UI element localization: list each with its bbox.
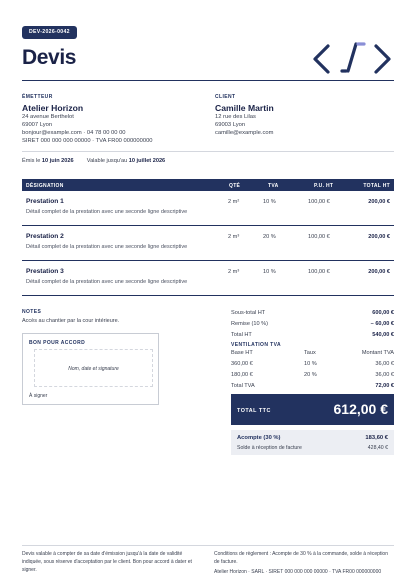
subtotal-label: Sous-total HT — [231, 310, 266, 316]
dates-line — [22, 158, 165, 164]
subtotal-row — [231, 310, 394, 316]
discount-row — [231, 321, 394, 327]
client-label: CLIENT — [215, 94, 236, 100]
client-name: Camille Martin — [215, 103, 274, 113]
client-address-1: 12 rue des Lilas — [215, 114, 256, 120]
footer-terms — [214, 551, 394, 576]
vat-col-amount: Montant TVA — [361, 350, 394, 356]
signature-area[interactable]: Nom, date et signature — [34, 349, 153, 387]
issuer-name: Atelier Horizon — [22, 103, 84, 113]
document-reference-badge: DEV-2026-0042 — [22, 26, 77, 39]
footer-validity: Devis valable à compter de sa date d'émission jusqu'à la date de validité indiquée, sous réserve d'acceptation par le client. Bon pour accord à dater et signer. — [22, 551, 192, 573]
item-total: 200,00 € — [368, 269, 390, 275]
vat-col-base: Base HT — [231, 350, 253, 356]
footer-divider — [22, 545, 394, 546]
client-email: camille@example.com — [215, 130, 274, 137]
total-ht-value: 540,00 € — [372, 332, 394, 338]
line-items-table — [22, 179, 394, 296]
item-vat: 10 % — [263, 269, 276, 275]
item-description: Détail complet de la prestation avec une seconde ligne descriptive — [26, 279, 188, 285]
subtotal-value: 600,00 € — [372, 310, 394, 316]
item-qty: 2 m² — [228, 199, 240, 205]
document-title: Devis — [22, 46, 77, 69]
total-ht-label: Total HT — [231, 332, 252, 338]
notes-label: NOTES — [22, 309, 42, 315]
vat-rate: 10 % — [304, 361, 317, 367]
item-title: Prestation 2 — [26, 233, 64, 240]
vat-breakdown-label: VENTILATION TVA — [231, 342, 281, 348]
signature-box[interactable] — [22, 333, 159, 405]
table-row — [22, 191, 394, 226]
balance-label: Solde à réception de facture — [237, 445, 302, 451]
vat-rate: 20 % — [304, 372, 317, 378]
item-unit-price: 100,00 € — [308, 269, 330, 275]
vat-row — [231, 372, 394, 378]
valid-label: Valable jusqu'au — [86, 158, 128, 164]
item-vat: 10 % — [263, 199, 276, 205]
item-description: Détail complet de la prestation avec une seconde ligne descriptive — [26, 209, 188, 215]
issuer-address-1: 24 avenue Berthelot — [22, 114, 74, 120]
deposit-label: Acompte (30 %) — [237, 435, 281, 441]
col-designation: DÉSIGNATION — [26, 182, 64, 189]
table-header — [22, 179, 394, 191]
issuer-block — [22, 94, 153, 145]
item-unit-price: 100,00 € — [308, 234, 330, 240]
signature-status: À signer — [29, 393, 48, 399]
client-address-2: 69003 Lyon — [215, 122, 246, 129]
discount-value: – 60,00 € — [370, 321, 394, 327]
vat-row — [231, 361, 394, 367]
header-divider — [22, 80, 394, 81]
col-total: TOTAL HT — [363, 182, 390, 189]
client-block — [215, 94, 274, 137]
item-unit-price: 100,00 € — [308, 199, 330, 205]
item-description: Détail complet de la prestation avec une seconde ligne descriptive — [26, 244, 188, 250]
col-unit-price: P.U. HT — [314, 182, 334, 189]
issued-label: Émis le — [22, 158, 41, 164]
total-vat-label: Total TVA — [231, 383, 255, 389]
item-qty: 2 m³ — [228, 234, 240, 240]
deposit-box — [231, 430, 394, 455]
issuer-address-2: 69007 Lyon — [22, 122, 53, 129]
total-ttc-box — [231, 394, 394, 425]
item-total: 200,00 € — [368, 199, 390, 205]
discount-label: Remise (10 %) — [231, 321, 268, 327]
table-row — [22, 226, 394, 261]
item-total: 200,00 € — [368, 234, 390, 240]
total-vat-value: 72,00 € — [375, 383, 394, 389]
issuer-label: ÉMETTEUR — [22, 94, 53, 100]
vat-col-rate: Taux — [304, 350, 316, 356]
item-vat: 20 % — [263, 234, 276, 240]
item-title: Prestation 3 — [26, 268, 64, 275]
total-ttc-label: TOTAL TTC — [237, 408, 271, 414]
issuer-contact: bonjour@example.com · 04 78 00 00 00 — [22, 130, 126, 137]
item-title: Prestation 1 — [26, 198, 64, 205]
col-vat: TVA — [268, 182, 279, 189]
vat-base: 360,00 € — [231, 361, 253, 367]
notes-text: Accès au chantier par la cour intérieure. — [22, 318, 120, 324]
col-qty: QTÉ — [229, 182, 241, 189]
signature-label: BON POUR ACCORD — [29, 340, 86, 346]
item-qty: 2 m³ — [228, 269, 240, 275]
vat-amount: 36,00 € — [375, 361, 394, 367]
issuer-ids: SIRET 000 000 000 00000 · TVA FR00 000000000 — [22, 138, 153, 145]
table-row — [22, 261, 394, 296]
deposit-value: 183,60 € — [365, 435, 388, 441]
parties-divider — [22, 151, 394, 152]
footer-company-ids: Atelier Horizon · SARL · SIRET 000 000 000 00000 · TVA FR00 000000000 — [214, 568, 382, 575]
total-ttc-value: 612,00 € — [333, 401, 388, 417]
vat-base: 180,00 € — [231, 372, 253, 378]
balance-value: 428,40 € — [367, 445, 388, 451]
footer-payment-terms: Conditions de règlement : Acompte de 30 % à la commande, solde à réception de facture. — [214, 551, 388, 565]
code-brackets-logo-icon — [312, 40, 392, 78]
issued-date: 10 juin 2026 — [41, 158, 74, 164]
vat-amount: 36,00 € — [375, 372, 394, 378]
total-vat-row — [231, 383, 394, 389]
valid-date: 10 juillet 2026 — [128, 158, 166, 164]
total-ht-row — [231, 332, 394, 338]
vat-header-row — [231, 350, 394, 356]
